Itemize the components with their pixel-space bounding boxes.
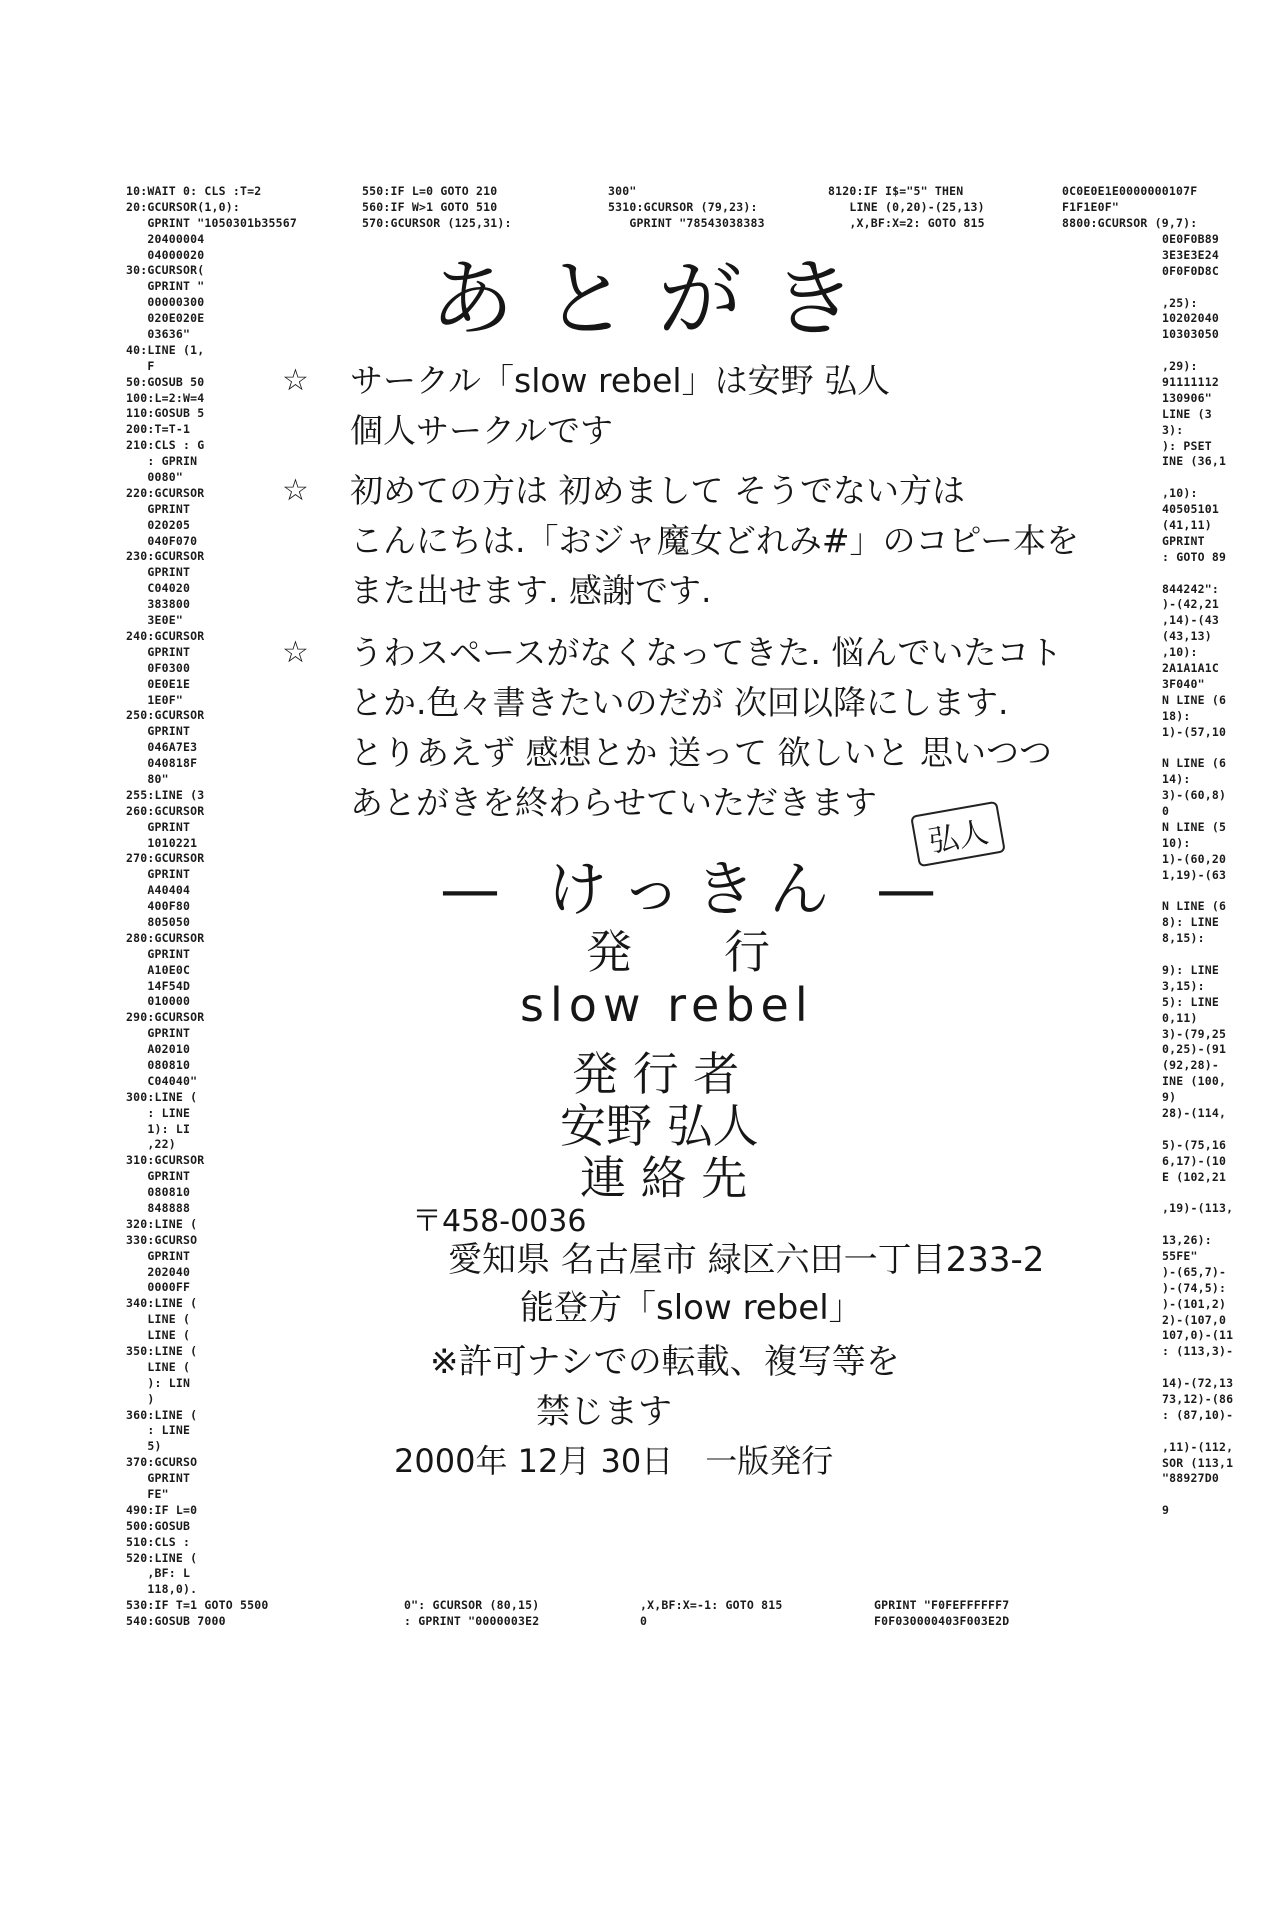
code-line: GPRINT "1050301b35567 — [126, 215, 297, 230]
code-line: GPRINT " — [126, 279, 205, 294]
code-line: 010000 — [126, 994, 191, 1009]
code-line: 310:GCURSOR — [126, 1153, 205, 1168]
circle-name: slow rebel — [520, 978, 814, 1032]
publisher-label: 発 行 者 — [572, 1047, 740, 1101]
care-of-line: 能登方「slow rebel」 — [520, 1288, 863, 1328]
code-line: )-(65,7)- — [1162, 1264, 1227, 1279]
code-line: ,25): — [1162, 295, 1198, 310]
code-line: 5)-(75,16 — [1162, 1137, 1227, 1152]
code-line: ): PSET — [1162, 438, 1212, 453]
code-listing-bottom-1 — [404, 1598, 624, 1632]
paragraph-line: また出せます. 感謝です. — [350, 571, 712, 610]
code-line: 260:GCURSOR — [126, 803, 205, 818]
code-line: 3E3E3E24 — [1162, 247, 1219, 262]
paragraph-1 — [282, 356, 891, 456]
code-line: (41,11) — [1162, 518, 1212, 533]
code-listing-top-1 — [362, 184, 602, 232]
code-line: 20400004 — [126, 231, 205, 246]
code-line: 200:T=T-1 — [126, 422, 191, 437]
paragraph-line: あとがきを終わらせていただきます — [350, 783, 878, 822]
code-line: 14)-(72,13 — [1162, 1376, 1234, 1391]
code-line: 5310:GCURSOR (79,23): — [608, 199, 758, 214]
code-line: GPRINT — [126, 946, 191, 961]
code-line: 10): — [1162, 835, 1191, 850]
code-line: 3): — [1162, 422, 1184, 437]
code-line: 5): LINE — [1162, 994, 1219, 1009]
code-line: GPRINT — [126, 1026, 191, 1041]
code-line — [1162, 1424, 1272, 1440]
code-line: 91111112 — [1162, 375, 1219, 390]
code-line: (92,28)- — [1162, 1058, 1219, 1073]
code-line: 300:LINE ( — [126, 1089, 198, 1104]
code-line: 270:GCURSOR — [126, 851, 205, 866]
address-line: 愛知県 名古屋市 緑区六田一丁目233-2 — [448, 1240, 1045, 1280]
code-line: LINE ( — [126, 1328, 191, 1343]
code-line: N LINE (6 — [1162, 899, 1227, 914]
code-line: : (113,3)- — [1162, 1344, 1234, 1359]
code-line — [1162, 947, 1272, 963]
code-line: E (102,21 — [1162, 1169, 1227, 1184]
code-line: GPRINT — [126, 867, 191, 882]
code-line: INE (100, — [1162, 1074, 1227, 1089]
code-line: 510:CLS : — [126, 1534, 191, 1549]
code-line — [1162, 280, 1272, 296]
code-line: C04040" — [126, 1073, 198, 1088]
code-line: 100:L=2:W=4 — [126, 390, 205, 405]
code-line: LINE (3 — [1162, 406, 1212, 421]
code-line: GPRINT — [126, 644, 191, 659]
code-line: ): LIN — [126, 1375, 191, 1390]
code-line: 20:GCURSOR(1,0): — [126, 199, 240, 214]
code-line: ,X,BF:X=-1: GOTO 815 — [640, 1598, 783, 1612]
issue-label: 発 行 — [586, 925, 770, 979]
code-line: 0F0300 — [126, 660, 191, 675]
code-line: 130906" — [1162, 390, 1212, 405]
code-line: 500:GOSUB — [126, 1518, 191, 1533]
code-line: INE (36,1 — [1162, 454, 1227, 469]
code-line: ,11)-(112, — [1162, 1439, 1234, 1454]
code-listing-top-4 — [1062, 184, 1272, 232]
code-line — [1162, 1122, 1272, 1138]
code-line — [1162, 566, 1272, 582]
code-line: 570:GCURSOR (125,31): — [362, 215, 512, 230]
code-line: )-(74,5): — [1162, 1280, 1227, 1295]
code-line: "88927D0 — [1162, 1471, 1219, 1486]
code-line: 020205 — [126, 517, 191, 532]
code-line: 3)-(60,8) — [1162, 788, 1227, 803]
code-line: 0F0F0D8C — [1162, 263, 1219, 278]
code-line — [1162, 1217, 1272, 1233]
code-line: 300" — [608, 184, 637, 198]
code-line: 9) — [1162, 1090, 1177, 1105]
code-line: 0 — [640, 1613, 648, 1628]
code-line: 73,12)-(86 — [1162, 1392, 1234, 1407]
code-line: : GOTO 89 — [1162, 549, 1227, 564]
code-line — [1162, 1487, 1272, 1503]
code-line: 0 — [1162, 804, 1170, 819]
code-line: : GPRINT "0000003E2 — [404, 1613, 540, 1628]
code-line: 520:LINE ( — [126, 1550, 198, 1565]
code-line: 202040 — [126, 1264, 191, 1279]
code-line: 848888 — [126, 1201, 191, 1215]
code-line: GPRINT — [126, 1169, 191, 1184]
code-line: 50:GOSUB 50 — [126, 374, 205, 389]
code-line: 0E0F0B89 — [1162, 232, 1219, 246]
code-line: 540:GOSUB 7000 — [126, 1614, 226, 1629]
paragraph-line: サークル「slow rebel」は安野 弘人 — [350, 361, 891, 400]
code-line: 8120:IF I$="5" THEN — [828, 184, 964, 198]
paragraph-line: 初めての方は 初めまして そうでない方は — [350, 471, 965, 510]
code-line: 10303050 — [1162, 327, 1219, 342]
code-line: 0,25)-(91 — [1162, 1042, 1227, 1057]
code-line — [1162, 884, 1272, 900]
code-line: GPRINT — [126, 501, 191, 516]
code-listing-left — [126, 184, 297, 1629]
code-line: 28)-(114, — [1162, 1105, 1227, 1120]
code-line: F0F030000403F003E2D — [874, 1613, 1010, 1628]
code-line: FE" — [126, 1487, 169, 1502]
code-line: 1)-(57,10 — [1162, 724, 1227, 739]
code-line: 40:LINE (1, — [126, 342, 205, 357]
signature-stamp: 弘人 — [910, 801, 1006, 867]
code-line: 1): LI — [126, 1121, 191, 1136]
notice-line-1: ※許可ナシでの転載、複写等を — [430, 1342, 900, 1382]
signature-line: — けっきん — — [440, 855, 951, 925]
code-line: 383800 — [126, 597, 191, 612]
code-listing-top-3 — [828, 184, 1058, 232]
code-line: GPRINT — [126, 1248, 191, 1263]
code-line: N LINE (6 — [1162, 756, 1227, 771]
paragraph-line: 個人サークルです — [350, 411, 614, 450]
code-line — [1162, 1360, 1272, 1376]
code-line: ) — [126, 1391, 155, 1406]
code-line: GPRINT — [126, 1471, 191, 1486]
code-line: 03636" — [126, 327, 191, 342]
code-line: LINE (0,20)-(25,13) — [828, 199, 985, 214]
paragraph-2 — [282, 466, 1080, 616]
code-line: : GPRIN — [126, 454, 198, 469]
star-bullet-icon: ☆ — [282, 635, 309, 670]
code-line: 1E0F" — [126, 692, 183, 707]
code-line: 0": GCURSOR (80,15) — [404, 1598, 540, 1612]
code-line: 530:IF T=1 GOTO 5500 — [126, 1598, 269, 1613]
page-title: あとがき — [430, 250, 887, 348]
code-line: GPRINT — [126, 724, 191, 739]
code-line: 320:LINE ( — [126, 1216, 198, 1231]
code-line: 10:WAIT 0: CLS :T=2 — [126, 184, 262, 198]
code-line: 8800:GCURSOR (9,7): — [1062, 215, 1198, 230]
code-listing-right — [1162, 232, 1272, 1532]
code-line: 046A7E3 — [126, 740, 198, 755]
code-line: )-(101,2) — [1162, 1296, 1227, 1311]
code-line: 255:LINE (3 — [126, 787, 205, 802]
code-line: 560:IF W>1 GOTO 510 — [362, 199, 498, 214]
code-line: 3,15): — [1162, 978, 1205, 993]
code-line: F1F1E0F" — [1062, 199, 1119, 214]
code-line: 3E0E" — [126, 613, 183, 628]
code-line: 210:CLS : G — [126, 438, 205, 453]
code-line: 8,15): — [1162, 931, 1205, 946]
code-line: 3)-(79,25 — [1162, 1026, 1227, 1041]
code-line: 040F070 — [126, 533, 198, 548]
code-listing-bottom-3 — [874, 1598, 1104, 1632]
code-line: 14F54D — [126, 978, 191, 993]
code-line: ,BF: L — [126, 1566, 191, 1581]
code-line: 9): LINE — [1162, 962, 1219, 977]
code-line: 0C0E0E1E0000000107F — [1062, 184, 1198, 198]
code-line: GPRINT — [126, 565, 191, 580]
paragraph-3 — [282, 628, 1063, 828]
code-line: 2A1A1A1C — [1162, 661, 1219, 676]
postal-code: 〒458-0036 — [412, 1204, 587, 1239]
code-line: GPRINT "F0FEFFFFFF7 — [874, 1598, 1010, 1612]
code-line: LINE ( — [126, 1312, 191, 1327]
code-line: 40505101 — [1162, 502, 1219, 517]
code-line: 0E0E1E — [126, 676, 191, 691]
star-bullet-icon: ☆ — [282, 363, 309, 398]
publisher-name: 安野 弘人 — [560, 1099, 759, 1153]
code-line: N LINE (6 — [1162, 692, 1227, 707]
notice-line-2: 禁じます — [536, 1392, 672, 1432]
code-line: F — [126, 358, 155, 373]
code-line: )-(42,21 — [1162, 597, 1219, 612]
paragraph-line: うわスペースがなくなってきた. 悩んでいたコト — [350, 633, 1063, 672]
code-line: 9 — [1162, 1503, 1170, 1518]
code-line: SOR (113,1 — [1162, 1455, 1234, 1470]
code-line: 040818F — [126, 756, 198, 771]
paragraph-line: とか.色々書きたいのだが 次回以降にします. — [350, 683, 1009, 722]
code-line: 0080" — [126, 470, 183, 485]
code-line: GPRINT "78543038383 — [608, 215, 765, 230]
code-line: 04000020 — [126, 247, 205, 262]
star-bullet-icon: ☆ — [282, 473, 309, 508]
code-line: 00000300 — [126, 295, 205, 310]
code-line: ,14)-(43 — [1162, 613, 1219, 628]
code-line: 3F040" — [1162, 676, 1205, 691]
code-line: LINE ( — [126, 1359, 191, 1374]
code-line: 118,0). — [126, 1582, 198, 1597]
code-line — [1162, 1185, 1272, 1201]
code-line: GPRINT — [126, 819, 191, 834]
code-line: 290:GCURSOR — [126, 1010, 205, 1025]
code-line: ,X,BF:X=2: GOTO 815 — [828, 215, 985, 230]
code-line: 220:GCURSOR — [126, 485, 205, 500]
code-line: 080810 — [126, 1057, 191, 1072]
code-listing-top-2 — [608, 184, 818, 232]
code-line: 340:LINE ( — [126, 1296, 198, 1311]
code-line: 8): LINE — [1162, 915, 1219, 930]
code-line: 350:LINE ( — [126, 1344, 198, 1359]
code-line: 805050 — [126, 914, 191, 929]
paragraph-line: とりあえず 感想とか 送って 欲しいと 思いつつ — [350, 733, 1052, 772]
code-line: : LINE — [126, 1423, 191, 1438]
code-line: ,29): — [1162, 359, 1198, 374]
code-line: 360:LINE ( — [126, 1407, 198, 1422]
code-line: 2)-(107,0 — [1162, 1312, 1227, 1327]
code-listing-bottom-2 — [640, 1598, 860, 1632]
code-line: C04020 — [126, 581, 191, 596]
code-line — [1162, 470, 1272, 486]
code-line: 18): — [1162, 708, 1191, 723]
code-line: 370:GCURSO — [126, 1455, 198, 1470]
code-line: ,10): — [1162, 486, 1198, 501]
code-line: 6,17)-(10 — [1162, 1153, 1227, 1168]
code-line: N LINE (5 — [1162, 819, 1227, 834]
code-line: 550:IF L=0 GOTO 210 — [362, 184, 498, 198]
code-line: : (87,10)- — [1162, 1407, 1234, 1422]
publication-date: 2000年 12月 30日 一版発行 — [394, 1442, 834, 1480]
code-line: A02010 — [126, 1042, 191, 1057]
paragraph-line: こんにちは.「おジャ魔女どれみ#」のコピー本を — [350, 521, 1080, 560]
code-line: 1,19)-(63 — [1162, 867, 1227, 882]
code-line: (43,13) — [1162, 629, 1212, 644]
code-line — [1162, 343, 1272, 359]
code-line: 080810 — [126, 1185, 191, 1200]
contact-label: 連 絡 先 — [580, 1151, 748, 1205]
code-line: 14): — [1162, 772, 1191, 787]
code-line: 240:GCURSOR — [126, 628, 205, 643]
code-line: 1)-(60,20 — [1162, 851, 1227, 866]
code-line: 10202040 — [1162, 311, 1219, 326]
code-line: 107,0)-(11 — [1162, 1328, 1234, 1343]
code-line: 110:GOSUB 5 — [126, 406, 205, 421]
code-line: : LINE — [126, 1105, 191, 1120]
code-line: 55FE" — [1162, 1249, 1198, 1263]
code-line: 30:GCURSOR( — [126, 263, 205, 278]
code-line: 13,26): — [1162, 1233, 1212, 1248]
code-line: 0,11) — [1162, 1010, 1198, 1025]
code-line: ,22) — [126, 1137, 176, 1152]
code-line: 230:GCURSOR — [126, 549, 205, 564]
code-line: 400F80 — [126, 899, 191, 914]
code-line: 280:GCURSOR — [126, 930, 205, 945]
code-line: ,10): — [1162, 645, 1198, 660]
code-line: GPRINT — [1162, 533, 1205, 548]
code-line: 5) — [126, 1439, 162, 1454]
code-line: 250:GCURSOR — [126, 708, 205, 723]
code-line: 490:IF L=0 — [126, 1502, 198, 1517]
code-line: 844242": — [1162, 581, 1219, 596]
code-line: 330:GCURSO — [126, 1232, 198, 1247]
code-line: ,19)-(113, — [1162, 1201, 1234, 1216]
code-line: 0000FF — [126, 1280, 191, 1295]
code-line: 80" — [126, 771, 169, 786]
code-line: A10E0C — [126, 962, 191, 977]
code-line: 020E020E — [126, 311, 205, 326]
code-line: 1010221 — [126, 835, 198, 850]
code-line — [1162, 741, 1272, 757]
code-line: A40404 — [126, 883, 191, 898]
